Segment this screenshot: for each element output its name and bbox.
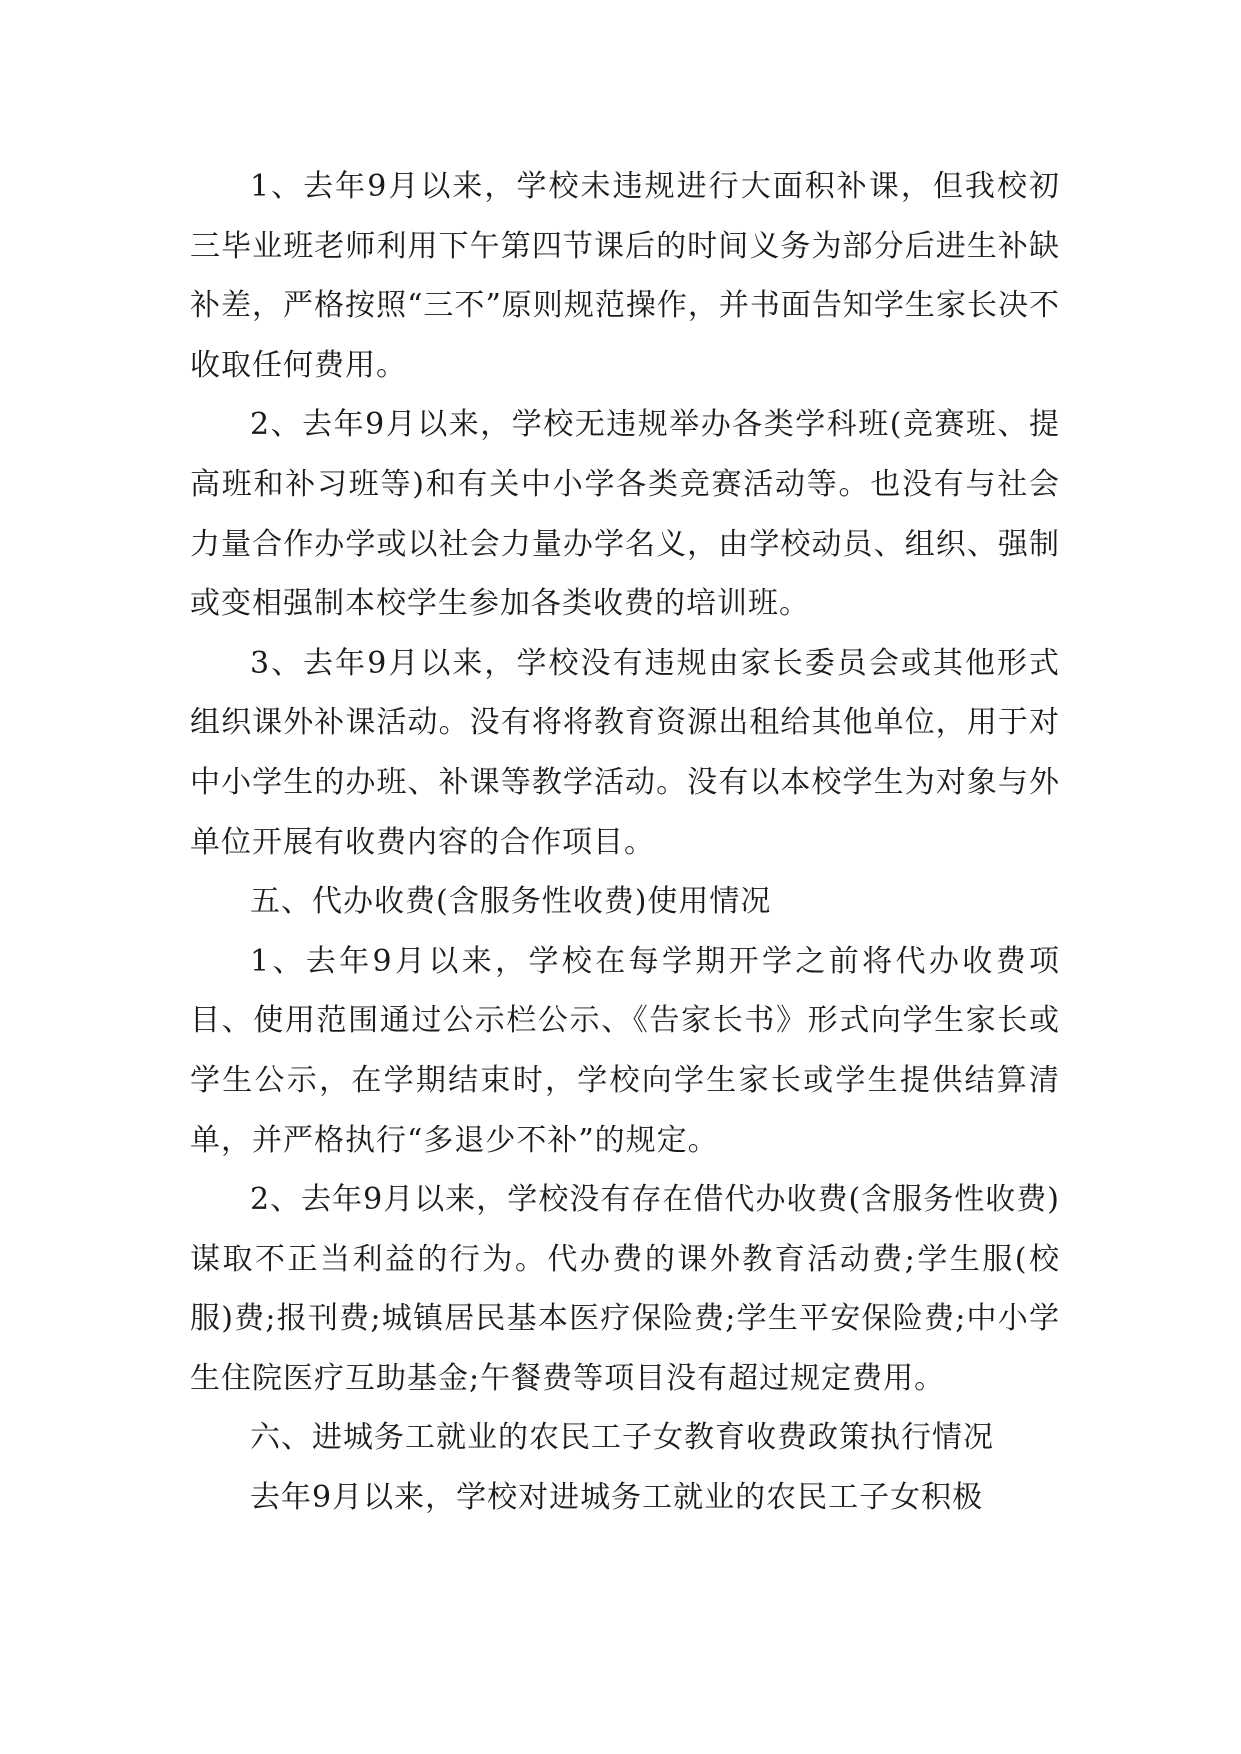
- paragraph-remedial-classes: 1、去年9月以来，学校未违规进行大面积补课，但我校初三毕业班老师利用下午第四节课后的时间义务为部分后进生补缺补差，严格按照“三不”原则规范操作，并书面告知学生家长决不收取任何费用。: [190, 169, 1060, 383]
- section-heading-migrant-children: 六、进城务工就业的农民工子女教育收费政策执行情况: [250, 1420, 994, 1456]
- paragraph-fee-compliance: 2、去年9月以来，学校没有存在借代办收费(含服务性收费)谋取不正当利益的行为。代办费的课外教育活动费;学生服(校服)费;报刊费;城镇居民基本医疗保险费;学生平安保险费;中小学生住院医疗互助基金;午餐费等项目没有超过规定费用。: [190, 1182, 1060, 1396]
- paragraph-extracurricular-tutoring: 3、去年9月以来，学校没有违规由家长委员会或其他形式组织课外补课活动。没有将将教育资源出租给其他单位，用于对中小学生的办班、补课等教学活动。没有以本校学生为对象与外单位开展有收费内容的合作项目。: [190, 645, 1060, 860]
- section-heading-agency-fees: 五、代办收费(含服务性收费)使用情况: [250, 884, 772, 920]
- paragraph-fee-disclosure: 1、去年9月以来，学校在每学期开学之前将代办收费项目、使用范围通过公示栏公示、《告家长书》形式向学生家长或学生公示，在学期结束时，学校向学生家长或学生提供结算清单，并严格执行“多退少不补”的规定。: [190, 943, 1060, 1158]
- document-body: [190, 157, 1060, 1528]
- paragraph-subject-classes: 2、去年9月以来，学校无违规举办各类学科班(竞赛班、提高班和补习班等)和有关中小学各类竞赛活动等。也没有与社会力量合作办学或以社会力量办学名义，由学校动员、组织、强制或变相强制本校学生参加各类收费的培训班。: [190, 407, 1060, 622]
- paragraph-migrant-children: 去年9月以来，学校对进城务工就业的农民工子女积极: [250, 1480, 984, 1516]
